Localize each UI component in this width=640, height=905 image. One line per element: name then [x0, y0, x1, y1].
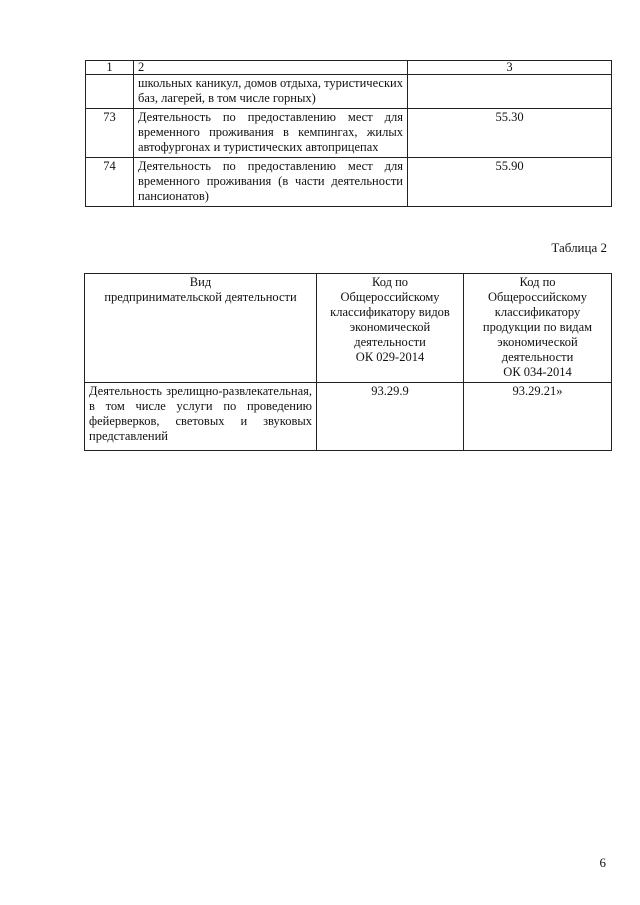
table-1-header-row	[86, 61, 612, 75]
activity-text: Деятельность по предоставлению мест для временного проживания в кемпингах, жилых автофургонах и туристических автоприцепах	[134, 109, 408, 158]
row-number: 73	[86, 109, 134, 158]
okved-code: 93.29.9	[317, 383, 464, 451]
activity-text: Деятельность по предоставлению мест для временного проживания (в части деятельности пансионатов)	[134, 158, 408, 207]
row-number: 74	[86, 158, 134, 207]
row-number	[86, 75, 134, 109]
activity-text: Деятельность зрелищно-развлекательная, в том числе услуги по проведению фейерверков, световых и звуковых представлений	[85, 383, 317, 451]
activity-code: 55.30	[408, 109, 612, 158]
table-1-header-cell: 2	[134, 61, 408, 75]
table-1-header-cell: 3	[408, 61, 612, 75]
activity-code	[408, 75, 612, 109]
table-2-caption: Таблица 2	[551, 240, 607, 255]
header-okpd-code: Код по Общероссийскому классификатору продукции по видам экономической деятельности ОК 034-2014	[464, 274, 612, 383]
table-row	[86, 75, 612, 109]
table-row	[86, 109, 612, 158]
activity-code: 55.90	[408, 158, 612, 207]
okpd-code: 93.29.21»	[464, 383, 612, 451]
table-1	[85, 60, 612, 207]
table-row	[85, 383, 612, 451]
table-2	[84, 273, 612, 451]
header-okved-code: Код по Общероссийскому классификатору видов экономической деятельности ОК 029-2014	[317, 274, 464, 383]
table-row	[86, 158, 612, 207]
page-number: 6	[599, 855, 606, 870]
header-activity-type: Вид предпринимательской деятельности	[85, 274, 317, 383]
table-1-header-cell: 1	[86, 61, 134, 75]
activity-text: школьных каникул, домов отдыха, туристических баз, лагерей, в том числе горных)	[134, 75, 408, 109]
table-2-header-row	[85, 274, 612, 383]
